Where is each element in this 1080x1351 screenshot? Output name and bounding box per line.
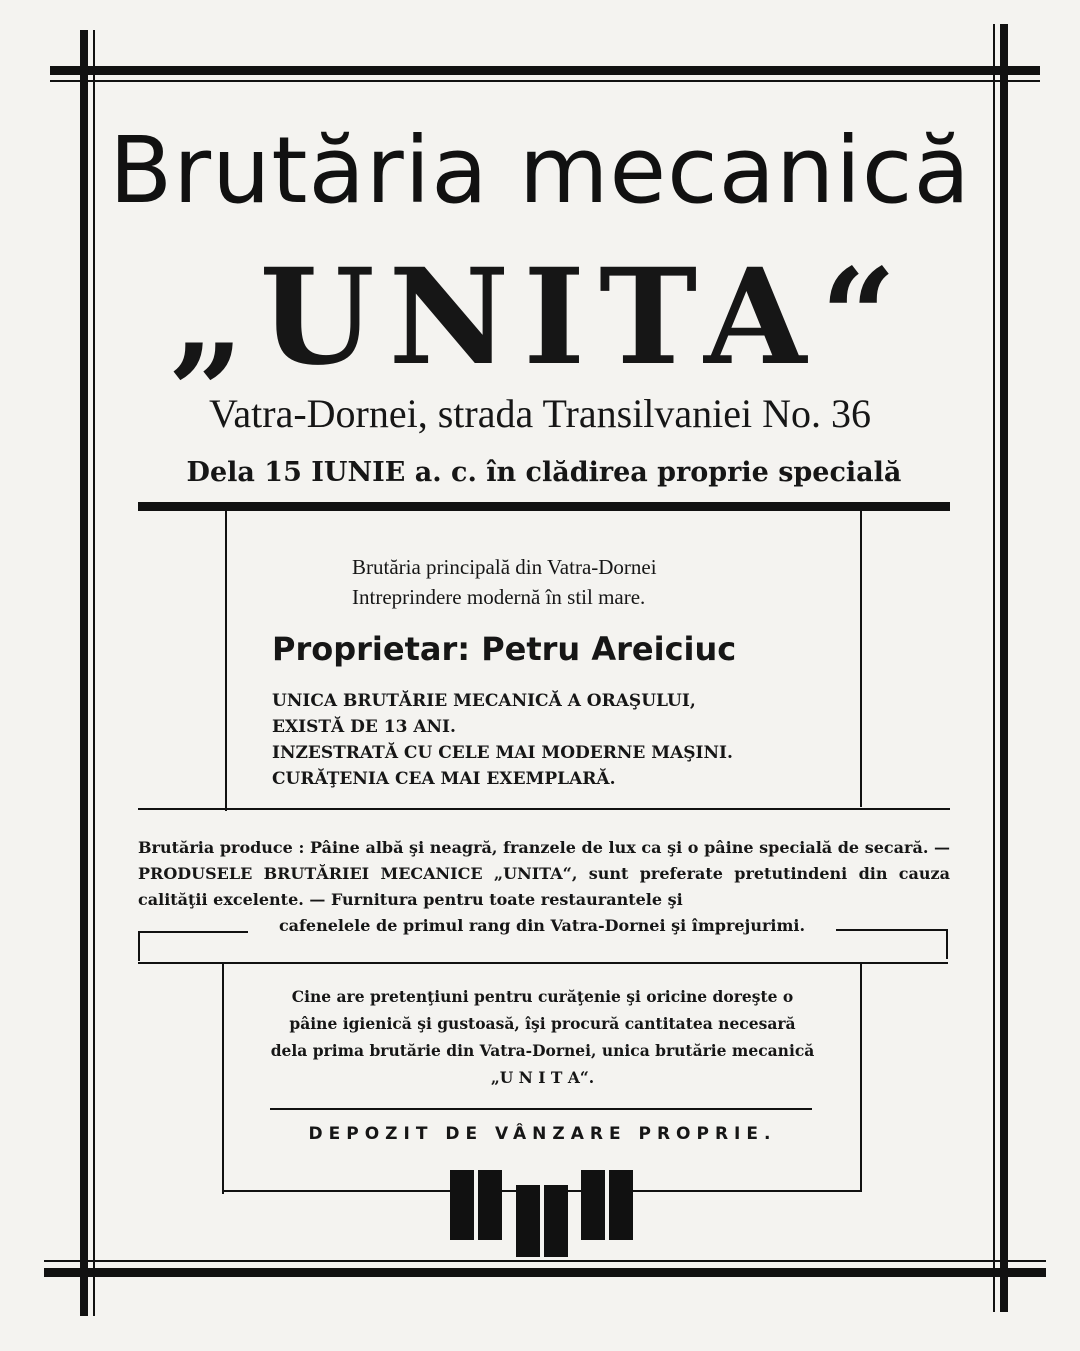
feature-item: EXISTĂ DE 13 ANI. <box>272 717 456 737</box>
depot-line: DEPOZIT DE VÂNZARE PROPRIE. <box>308 1124 777 1144</box>
frame-left-bar <box>80 30 88 1316</box>
brand-name: „UNITA“ <box>169 240 911 395</box>
products-rule-left <box>138 931 248 933</box>
frame-top-bar <box>50 66 1040 75</box>
products-paragraph: Brutăria produce : Pâine albă şi neagră, franzele de lux ca şi o pâine specială de secară. — PRODUSELE BRUTĂRIEI MECANICE „UNITA“, sunt preferate pretutindeni din cauza calităţii excelente. — Furnitura pentru toate restaurantele şi <box>138 838 950 909</box>
address-line: Vatra-Dornei, strada Transilvaniei No. 36 <box>208 391 872 436</box>
frame-left-thin-line <box>93 30 95 1316</box>
box2-right-border <box>860 964 862 1190</box>
box1-bottom-rule <box>138 808 950 810</box>
box1-right-border <box>860 511 862 807</box>
products-last-line: cafenelele de primul rang din Vatra-Dornei şi împrejurimi. <box>278 916 806 935</box>
feature-item: UNICA BRUTĂRIE MECANICĂ A ORAŞULUI, <box>272 691 696 711</box>
ornament-stripe-center <box>540 1185 544 1257</box>
features-list <box>272 688 832 792</box>
products-bottom-rule <box>138 962 948 964</box>
frame-bottom-bar <box>44 1268 1046 1277</box>
cleanliness-paragraph: Cine are pretenţiuni pentru curăţenie şi oricine doreşte o pâine igienică şi gustoasă, îşi procură cantitatea necesară dela prima brutărie din Vatra-Dornei, unica brutărie mecanică „U N I T A“. <box>270 987 815 1087</box>
intro-line-1: Brutăria principală din Vatra-Dornei <box>352 555 657 579</box>
intro-line-2: Intreprindere modernă în stil mare. <box>352 585 646 609</box>
feature-item: INZESTRATĂ CU CELE MAI MODERNE MAŞINI. <box>272 743 733 763</box>
feature-item: CURĂŢENIA CEA MAI EXEMPLARĂ. <box>272 769 616 789</box>
ornament-stripe-left <box>474 1170 478 1240</box>
opening-date-line: Dela 15 IUNIE a. c. în clădirea proprie specială <box>186 457 902 488</box>
intro-block <box>352 552 772 612</box>
brand-heading: Brutăria mecanică <box>109 117 971 224</box>
depot-rule <box>270 1108 812 1110</box>
owner-line: Proprietar: Petru Areiciuc <box>272 630 737 668</box>
products-rule-right <box>836 929 948 931</box>
box1-left-border <box>225 511 227 811</box>
frame-bottom-thin-line <box>44 1260 1046 1262</box>
heading-divider <box>138 502 950 511</box>
ornament-stripe-right <box>605 1170 609 1240</box>
products-bracket-right <box>946 929 948 959</box>
box2-left-border <box>222 964 224 1194</box>
products-bracket-left <box>138 931 140 961</box>
frame-top-thin-line <box>50 80 1040 82</box>
